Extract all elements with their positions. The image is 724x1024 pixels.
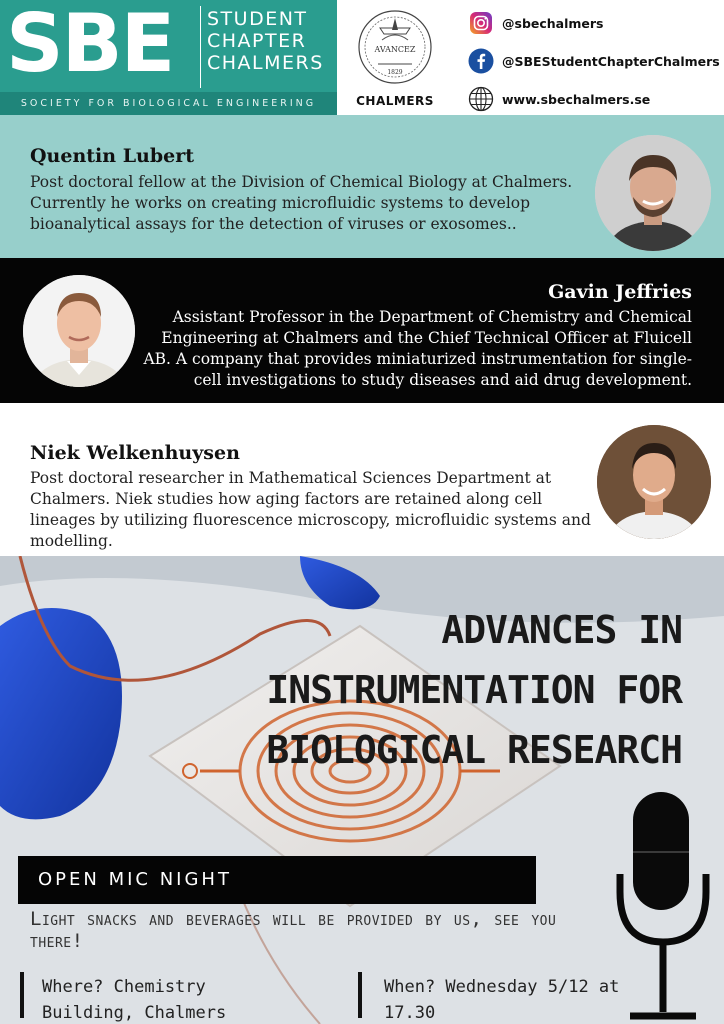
speaker-photo [597,425,711,539]
event-time: When? Wednesday 5/12 at 17.30 [384,977,620,1023]
society-name: SOCIETY FOR BIOLOGICAL ENGINEERING [20,98,317,109]
facebook-handle: @SBEStudentChapterChalmers [502,53,720,69]
globe-icon [468,86,494,112]
facebook-link[interactable] [468,48,724,74]
seal-motto: AVANCEZ [374,45,416,54]
event-banner [0,556,724,1024]
speaker-name: Niek Welkenhuysen [30,442,240,464]
instagram-link[interactable] [468,10,724,36]
sbe-logo [0,0,337,115]
chapter-line: STUDENT [207,8,308,30]
chalmers-wordmark: CHALMERS [356,94,434,108]
speaker-bio: Post doctoral fellow at the Division of Chemical Biology at Chalmers. Currently he works on creating microfluidic systems to develop bioanalytical assays for the detection of viruses or exosomes.. [30,173,573,233]
logo-divider [200,6,201,88]
snacks-note: Light snacks and beverages will be provided by us, see you there! [30,908,557,952]
seal-year: 1829 [387,69,403,76]
website-link[interactable] [468,86,724,112]
website-url: www.sbechalmers.se [502,91,651,107]
society-strip [0,92,337,115]
open-mic-band [18,856,536,904]
instagram-icon [468,10,494,36]
chalmers-seal-icon [350,6,440,88]
event-title-line: ADVANCES IN [441,608,682,652]
event-subtitle: OPEN MIC NIGHT [38,869,232,890]
event-location: Where? Chemistry Building, Chalmers [42,977,227,1023]
when-divider [358,972,362,1018]
instagram-handle: @sbechalmers [502,15,604,31]
speaker-card-quentin-lubert [0,115,724,258]
where-divider [20,972,24,1018]
facebook-icon [468,48,494,74]
speaker-photo [595,135,711,251]
chapter-line: CHALMERS [207,52,324,74]
speaker-card-niek-welkenhuysen [0,403,724,556]
microphone-icon [608,782,718,1022]
header [0,0,724,115]
speaker-bio: Assistant Professor in the Department of Chemistry and Chemical Engineering at Chalmers and the Chief Technical Officer at Fluicell AB. A company that provides miniaturized instrumentation for single-cell investigations to study diseases and aid drug development. [143,308,692,389]
student-chapter-label [207,8,333,74]
speaker-name: Quentin Lubert [30,145,195,167]
sbe-logo-letters: SBE [6,0,174,90]
chapter-line: CHAPTER [207,30,307,52]
speaker-card-gavin-jeffries [0,258,724,403]
speaker-photo [23,275,135,387]
event-title-line: INSTRUMENTATION FOR [266,668,682,712]
event-title-line: BIOLOGICAL RESEARCH [266,728,682,772]
speaker-name: Gavin Jeffries [548,281,692,303]
speaker-bio: Post doctoral researcher in Mathematical Sciences Department at Chalmers. Niek studies how aging factors are retained along cell lineages by utilizing fluorescence microscopy, microfluidic systems and modelling. [30,469,591,550]
